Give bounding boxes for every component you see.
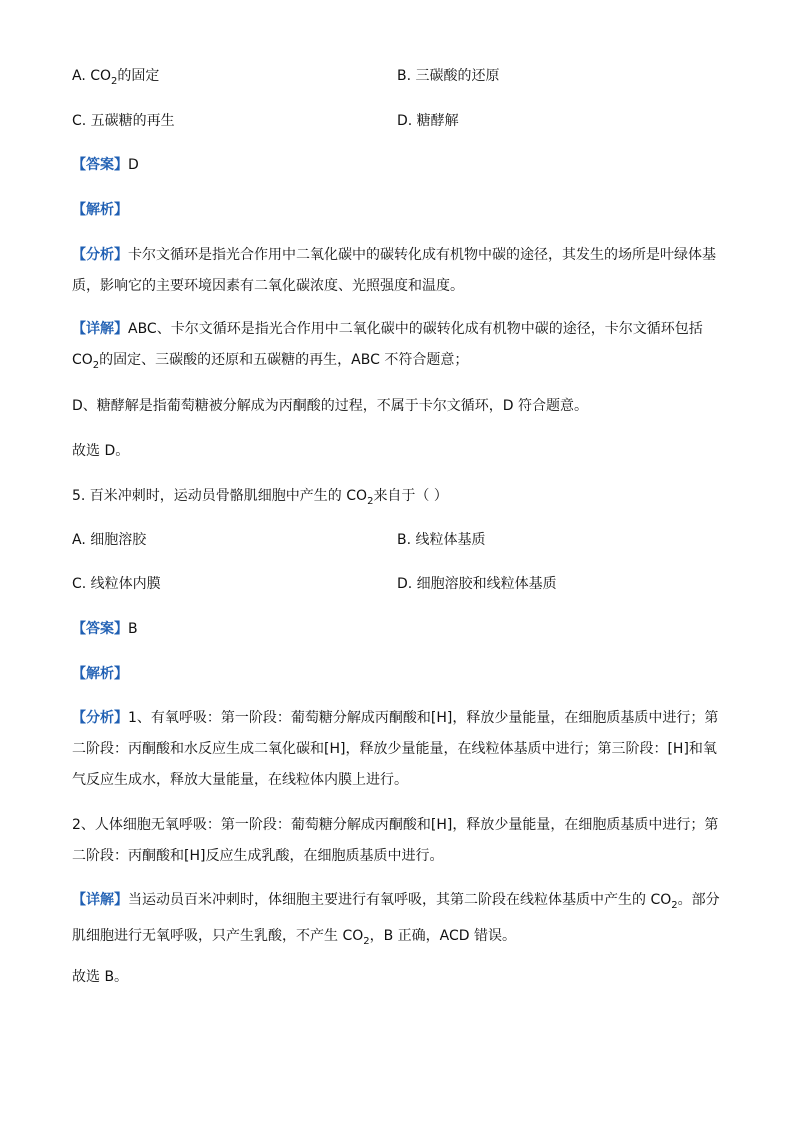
analysis-tag: 【解析】: [72, 666, 128, 682]
q5-options-row-2: [72, 572, 722, 596]
q4-xiangjie-1: 【详解】ABC、卡尔文循环是指光合作用中二氧化碳中的碳转化成有机物中碳的途径，卡尔文循环包括$CO_2$的固定、三碳酸的还原和五碳糖的再生，ABC 不符合题意；: [72, 321, 703, 371]
fenxi-tag: 【分析】: [72, 247, 128, 263]
answer-value: B: [128, 621, 138, 637]
q5-fenxi-1: 【分析】1、有氧呼吸：第一阶段：葡萄糖分解成丙酮酸和[H]，释放少量能量，在细胞质基质中进行；第二阶段：丙酮酸和水反应生成二氧化碳和[H]，释放少量能量，在线粒体基质中进行；第三阶段：[H]和氧气反应生成水，释放大量能量，在线粒体内膜上进行。: [72, 710, 719, 788]
answer-tag: 【答案】: [72, 621, 128, 637]
analysis-tag: 【解析】: [72, 202, 128, 218]
q5-fenxi-2: 2、人体细胞无氧呼吸：第一阶段：葡萄糖分解成丙酮酸和[H]，释放少量能量，在细胞质基质中进行；第二阶段：丙酮酸和[H]反应生成乳酸，在细胞质基质中进行。: [72, 817, 719, 864]
q4-option-a[interactable]: A. $CO_2$的固定: [72, 68, 160, 87]
q4-xiangjie-2: D、糖酵解是指葡萄糖被分解成为丙酮酸的过程，不属于卡尔文循环，D 符合题意。: [72, 398, 589, 414]
q4-option-c[interactable]: C. 五碳糖的再生: [72, 113, 175, 129]
q4-options-row-2: [72, 109, 722, 133]
q5-option-d[interactable]: D. 细胞溶胶和线粒体基质: [397, 576, 557, 592]
q5-answer: [72, 617, 138, 641]
q5-option-c[interactable]: C. 线粒体内膜: [72, 576, 161, 592]
answer-value: D: [128, 157, 139, 173]
fenxi-tag: 【分析】: [72, 710, 128, 726]
q4-answer: [72, 153, 139, 177]
q5-option-a[interactable]: A. 细胞溶胶: [72, 532, 147, 548]
q5-conclusion: 故选 B。: [72, 969, 129, 985]
q4-options-row-1: [72, 64, 722, 88]
q5-stem: 5. 百米冲刺时，运动员骨骼肌细胞中产生的 $CO_2$来自于（ ）: [72, 488, 448, 507]
q4-fenxi: 【分析】卡尔文循环是指光合作用中二氧化碳中的碳转化成有机物中碳的途径，其发生的场所是叶绿体基质，影响它的主要环境因素有二氧化碳浓度、光照强度和温度。: [72, 247, 716, 294]
answer-tag: 【答案】: [72, 157, 128, 173]
q5-option-b[interactable]: B. 线粒体基质: [397, 532, 486, 548]
q4-option-d[interactable]: D. 糖酵解: [397, 113, 459, 129]
q4-analysis-heading: [72, 198, 128, 222]
q4-conclusion: 故选 D。: [72, 443, 130, 459]
q5-xiangjie: 【详解】当运动员百米冲刺时，体细胞主要进行有氧呼吸，其第二阶段在线粒体基质中产生的 $CO_2$。部分肌细胞进行无氧呼吸，只产生乳酸，不产生 $CO_2$，B 正确，ACD 错误。: [72, 892, 720, 947]
xiangjie-tag: 【详解】: [72, 892, 128, 908]
q4-option-b[interactable]: B. 三碳酸的还原: [397, 68, 500, 84]
q5-options-row-1: [72, 528, 722, 552]
q5-analysis-heading: [72, 662, 128, 686]
xiangjie-tag: 【详解】: [72, 321, 128, 337]
